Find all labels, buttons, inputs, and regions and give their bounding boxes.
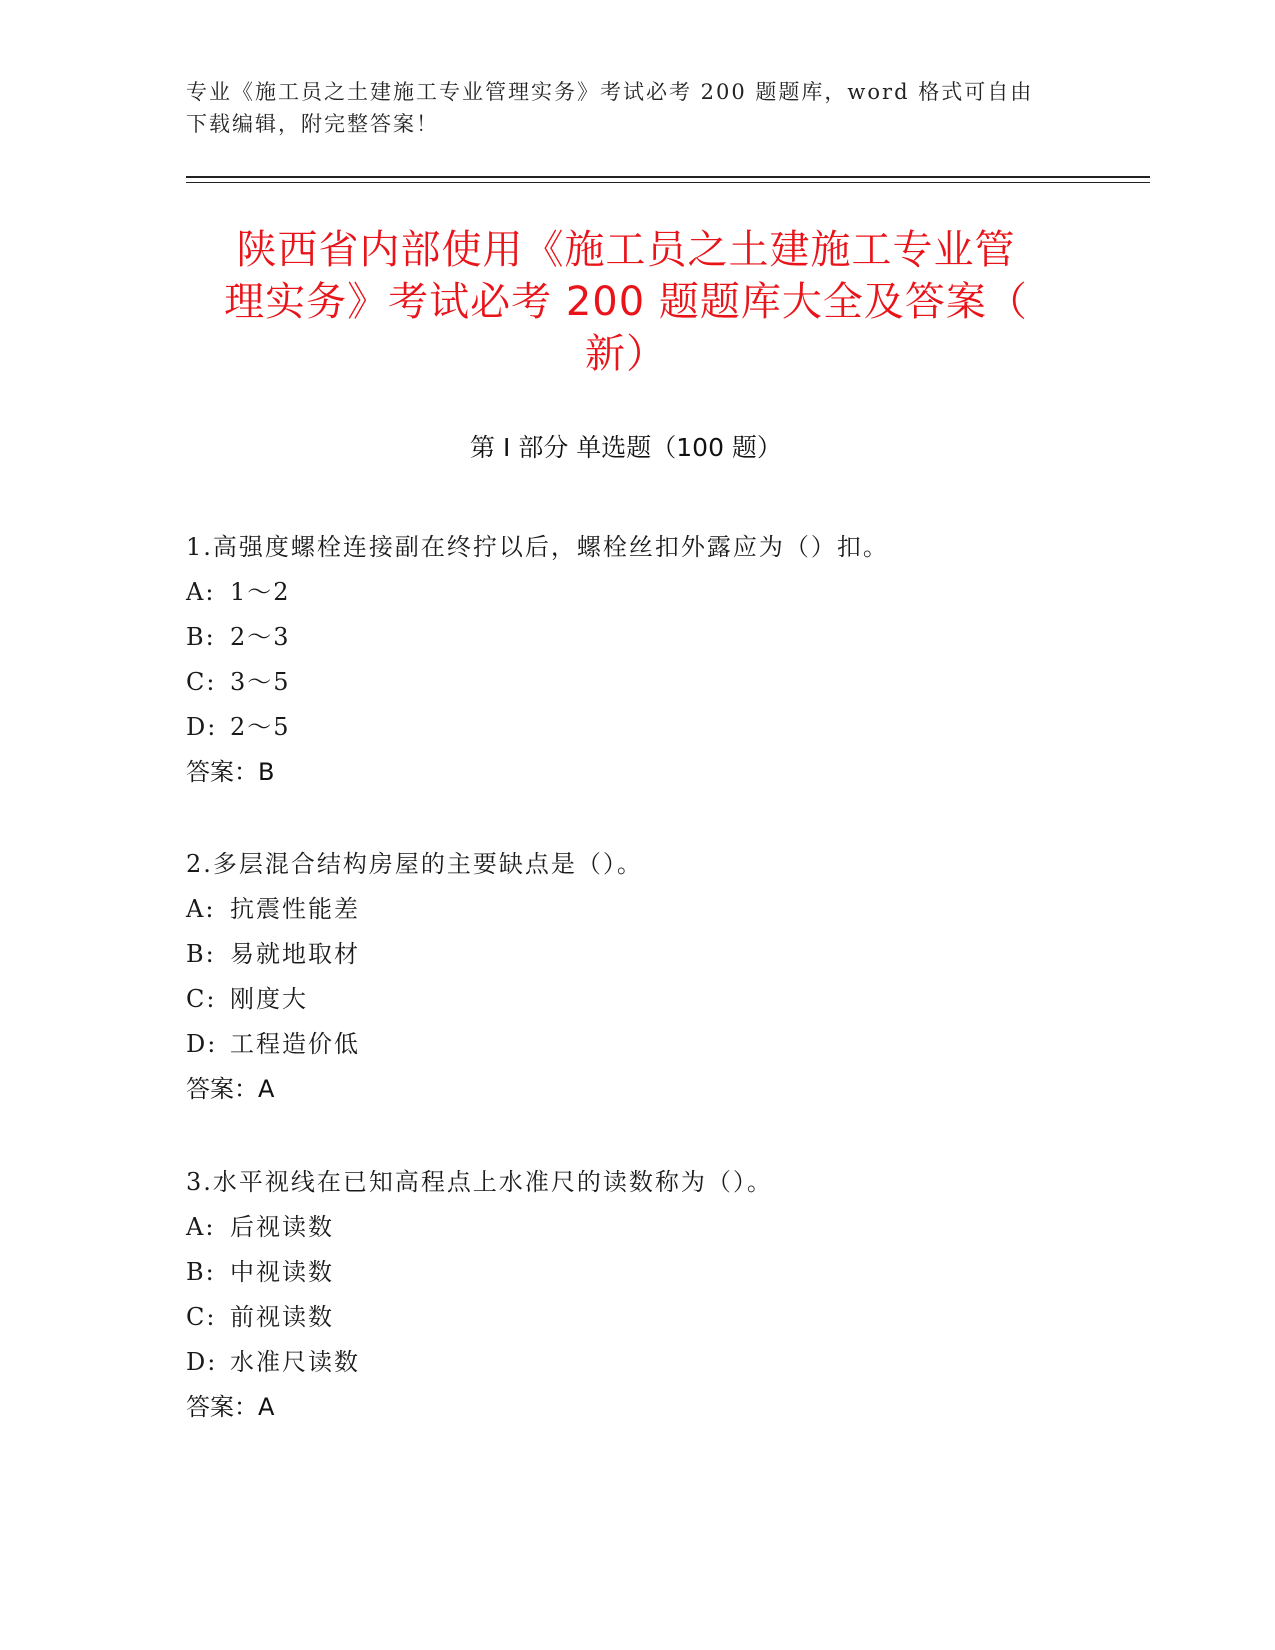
question-stem: 2.多层混合结构房屋的主要缺点是（）。	[186, 850, 643, 878]
option-c	[186, 977, 1146, 1022]
option-b	[186, 932, 1146, 977]
option-letter: B:	[186, 1258, 216, 1286]
option-b	[186, 615, 1146, 660]
document-title-line-1: 陕西省内部使用《施工员之土建施工专业管	[236, 227, 1016, 273]
document-title	[186, 224, 1066, 380]
answer-line: 答案：A	[186, 1393, 275, 1421]
section-title: 第 I 部分 单选题（100 题）	[470, 433, 782, 462]
option-letter: A:	[186, 1213, 216, 1241]
option-text: 抗震性能差	[230, 895, 360, 923]
option-letter: C:	[186, 668, 217, 696]
header-divider-thick	[186, 176, 1150, 178]
option-c	[186, 1295, 1146, 1340]
header-divider-thin	[186, 182, 1150, 183]
answer-line: 答案：B	[186, 758, 275, 786]
header-note-line-1: 专业《施工员之土建施工专业管理实务》考试必考 200 题题库，word 格式可自由	[186, 80, 1034, 104]
question-stem: 3.水平视线在已知高程点上水准尺的读数称为（）。	[186, 1168, 773, 1196]
option-text: 1～2	[230, 578, 291, 606]
option-letter: B:	[186, 623, 216, 651]
option-text: 刚度大	[230, 985, 308, 1013]
option-text: 2～5	[230, 713, 291, 741]
option-letter: A:	[186, 895, 216, 923]
option-a	[186, 570, 1146, 615]
option-text: 前视读数	[230, 1303, 334, 1331]
document-title-line-2: 理实务》考试必考 200 题题库大全及答案（	[224, 279, 1028, 325]
option-letter: D:	[186, 1030, 218, 1058]
option-a	[186, 1205, 1146, 1250]
option-text: 水准尺读数	[230, 1348, 360, 1376]
header-note-line-2: 下载编辑，附完整答案！	[186, 112, 439, 136]
option-c	[186, 660, 1146, 705]
option-text: 工程造价低	[230, 1030, 360, 1058]
answer-line: 答案：A	[186, 1075, 275, 1103]
option-text: 3～5	[230, 668, 291, 696]
question-stem: 1.高强度螺栓连接副在终拧以后，螺栓丝扣外露应为（）扣。	[186, 533, 889, 561]
option-d	[186, 705, 1146, 750]
option-text: 2～3	[230, 623, 291, 651]
option-letter: D:	[186, 1348, 218, 1376]
option-letter: D:	[186, 713, 218, 741]
option-b	[186, 1250, 1146, 1295]
question-3	[186, 1160, 1146, 1430]
option-text: 中视读数	[230, 1258, 334, 1286]
option-text: 易就地取材	[230, 940, 360, 968]
option-letter: C:	[186, 1303, 217, 1331]
option-letter: B:	[186, 940, 216, 968]
option-d	[186, 1340, 1146, 1385]
option-a	[186, 887, 1146, 932]
header-note	[186, 76, 1066, 140]
option-text: 后视读数	[230, 1213, 334, 1241]
option-d	[186, 1022, 1146, 1067]
question-2	[186, 842, 1146, 1112]
document-title-line-3: 新）	[585, 331, 667, 377]
option-letter: A:	[186, 578, 216, 606]
option-letter: C:	[186, 985, 217, 1013]
question-1	[186, 525, 1146, 795]
